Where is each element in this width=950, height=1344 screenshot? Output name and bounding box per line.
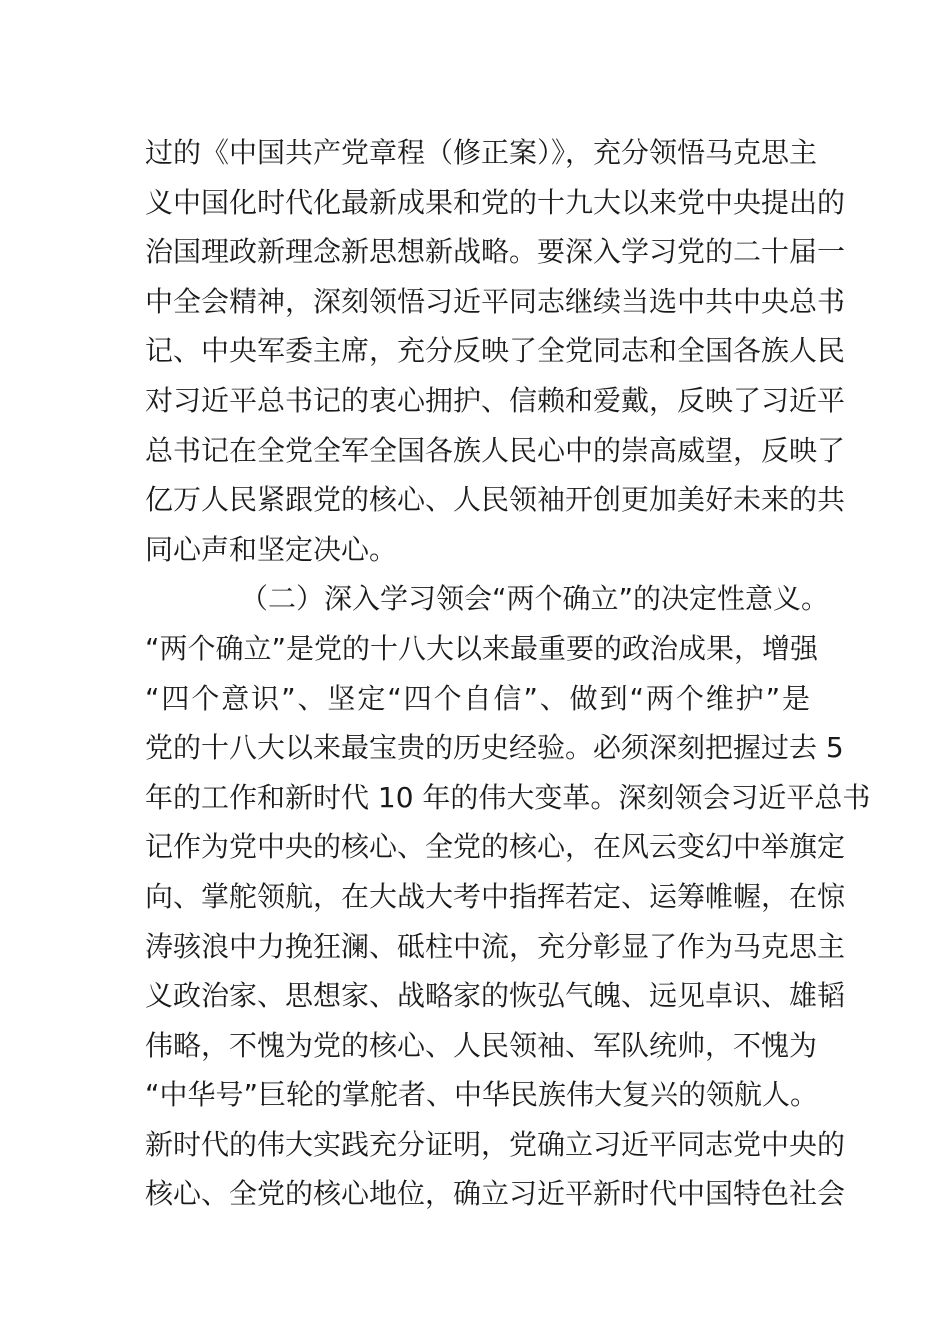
text-line: 核心、全党的核心地位，确立习近平新时代中国特色社会 bbox=[145, 1177, 846, 1211]
text-line: 向、掌舵领航，在大战大考中指挥若定、运筹帷幄，在惊 bbox=[145, 879, 846, 913]
text-line: 新时代的伟大实践充分证明，党确立习近平同志党中央的 bbox=[145, 1127, 846, 1161]
text-line: 年的工作和新时代 10 年的伟大变革。深刻领会习近平总书 bbox=[145, 780, 871, 814]
text-line: 伟略，不愧为党的核心、人民领袖、军队统帅，不愧为 bbox=[145, 1028, 818, 1062]
text-line: 过的《中国共产党章程（修正案）》，充分领悟马克思主 bbox=[145, 136, 818, 169]
text-line: “中华号”巨轮的掌舵者、中华民族伟大复兴的领航人。 bbox=[145, 1078, 819, 1112]
text-line: 义中国化时代化最新成果和党的十九大以来党中央提出的 bbox=[145, 185, 846, 219]
text-line: “四个意识”、坚定“四个自信”、做到“两个维护”是 bbox=[145, 681, 810, 715]
text-line: 义政治家、思想家、战略家的恢弘气魄、远见卓识、雄韬 bbox=[145, 979, 846, 1013]
text-line: 亿万人民紧跟党的核心、人民领袖开创更加美好未来的共 bbox=[145, 483, 846, 517]
text-line: 涛骇浪中力挽狂澜、砥柱中流，充分彰显了作为马克思主 bbox=[145, 929, 846, 963]
text-line: 记、中央军委主席，充分反映了全党同志和全国各族人民 bbox=[145, 334, 846, 368]
text-line: 党的十八大以来最宝贵的历史经验。必须深刻把握过去 5 bbox=[145, 731, 844, 765]
text-line: 总书记在全党全军全国各族人民心中的崇高威望，反映了 bbox=[145, 433, 846, 467]
text-line: “两个确立”是党的十八大以来最重要的政治成果，增强 bbox=[145, 631, 819, 665]
text-line: 治国理政新理念新思想新战略。要深入学习党的二十届一 bbox=[145, 235, 846, 269]
text-line: 同心声和坚定决心。 bbox=[145, 532, 398, 566]
text-line: 对习近平总书记的衷心拥护、信赖和爱戴，反映了习近平 bbox=[145, 383, 846, 417]
text-line: 中全会精神，深刻领悟习近平同志继续当选中共中央总书 bbox=[145, 284, 846, 318]
body-text bbox=[145, 128, 871, 1219]
text-line: 记作为党中央的核心、全党的核心，在风云变幻中举旗定 bbox=[145, 830, 846, 864]
section-heading: （二）深入学习领会“两个确立”的决定性意义。 bbox=[240, 582, 830, 616]
